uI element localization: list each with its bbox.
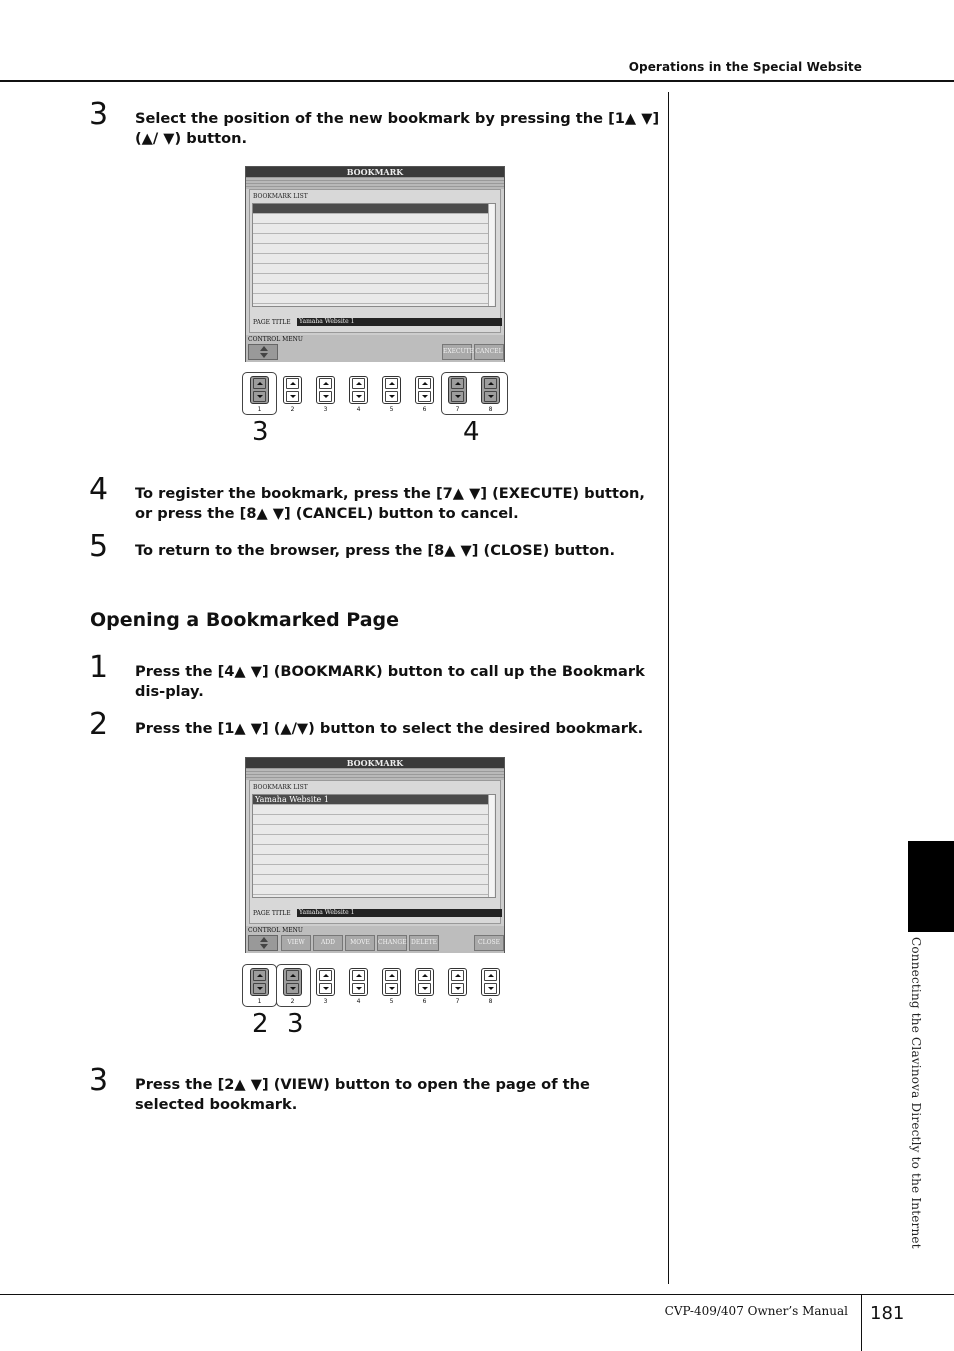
callout-number: 4 bbox=[463, 417, 480, 447]
arrow-up-icon[interactable] bbox=[319, 378, 332, 389]
button-number: 3 bbox=[323, 406, 328, 413]
arrow-down-icon[interactable] bbox=[352, 983, 365, 994]
page-title-label: PAGE TITLE bbox=[253, 910, 291, 917]
page-number: 181 bbox=[870, 1303, 905, 1324]
panel-button-4[interactable] bbox=[349, 968, 368, 996]
arrow-down-icon[interactable] bbox=[385, 391, 398, 402]
arrow-up-icon[interactable] bbox=[418, 378, 431, 389]
page-title-field: Yamaha Website 1 bbox=[297, 909, 502, 917]
panel-button-6[interactable] bbox=[415, 968, 434, 996]
panel-button-5[interactable] bbox=[382, 968, 401, 996]
button-number: 2 bbox=[290, 406, 295, 413]
arrow-down-icon[interactable] bbox=[451, 391, 464, 402]
panel-button-8[interactable] bbox=[481, 376, 500, 404]
button-number: 6 bbox=[422, 406, 427, 413]
step-text: Press the [2▲ ▼] (VIEW) button to open the page of the selected bookmark. bbox=[135, 1076, 590, 1113]
view-button[interactable]: VIEW bbox=[281, 935, 311, 951]
arrow-down-icon[interactable] bbox=[319, 391, 332, 402]
arrow-up-icon[interactable] bbox=[352, 378, 365, 389]
panel-button-8[interactable] bbox=[481, 968, 500, 996]
arrow-up-icon[interactable] bbox=[253, 970, 266, 981]
bookmark-list-label: BOOKMARK LIST bbox=[253, 193, 308, 200]
delete-button[interactable]: DELETE bbox=[409, 935, 439, 951]
bookmark-screen bbox=[245, 757, 505, 953]
panel-button-3[interactable] bbox=[316, 968, 335, 996]
manual-name: CVP-409/407 Owner’s Manual bbox=[664, 1304, 848, 1318]
screen-title: BOOKMARK bbox=[246, 758, 504, 768]
panel-button-4[interactable] bbox=[349, 376, 368, 404]
running-header: Operations in the Special Website bbox=[628, 60, 862, 74]
arrow-up-icon[interactable] bbox=[484, 970, 497, 981]
section-heading: Opening a Bookmarked Page bbox=[90, 609, 400, 631]
arrow-down-icon[interactable] bbox=[286, 983, 299, 994]
button-number: 5 bbox=[389, 406, 394, 413]
button-number: 8 bbox=[488, 998, 493, 1005]
panel-button-7[interactable] bbox=[448, 968, 467, 996]
arrow-up-icon[interactable] bbox=[253, 378, 266, 389]
page-title-label: PAGE TITLE bbox=[253, 319, 291, 326]
list-lines bbox=[253, 204, 490, 306]
button-number: 5 bbox=[389, 998, 394, 1005]
screen-band bbox=[246, 177, 504, 189]
button-number: 8 bbox=[488, 406, 493, 413]
button-number: 3 bbox=[323, 998, 328, 1005]
header-rule bbox=[0, 80, 954, 82]
bookmark-panel bbox=[249, 189, 501, 333]
move-button[interactable]: MOVE bbox=[345, 935, 375, 951]
step-text: Press the [1▲ ▼] (▲/▼) button to select the desired bookmark. bbox=[135, 720, 644, 737]
cancel-button[interactable]: CANCEL bbox=[474, 344, 504, 360]
button-number: 7 bbox=[455, 998, 460, 1005]
arrow-down-icon[interactable] bbox=[253, 391, 266, 402]
up-down-arrows-icon[interactable] bbox=[248, 935, 278, 951]
panel-button-3[interactable] bbox=[316, 376, 335, 404]
page-number-rule bbox=[861, 1294, 862, 1351]
control-menu-label: CONTROL MENU bbox=[248, 927, 303, 934]
arrow-down-icon[interactable] bbox=[451, 983, 464, 994]
button-number: 2 bbox=[290, 998, 295, 1005]
up-down-arrows-icon[interactable] bbox=[248, 344, 278, 360]
bookmark-list-label: BOOKMARK LIST bbox=[253, 784, 308, 791]
step-text: To return to the browser, press the [8▲ ▼] (CLOSE) button. bbox=[135, 542, 616, 559]
page-title-field: Yamaha Website 1 bbox=[297, 318, 502, 326]
arrow-down-icon[interactable] bbox=[319, 983, 332, 994]
chapter-label: Connecting the Clavinova Directly to the Internet bbox=[909, 937, 923, 1249]
arrow-up-icon[interactable] bbox=[352, 970, 365, 981]
button-number: 6 bbox=[422, 998, 427, 1005]
arrow-down-icon[interactable] bbox=[484, 391, 497, 402]
callout-number: 3 bbox=[287, 1009, 304, 1039]
step-text: To register the bookmark, press the [7▲ ▼] (EXECUTE) button, or press the [8▲ ▼] (CANCEL) button to cancel. bbox=[135, 485, 645, 522]
panel-button-5[interactable] bbox=[382, 376, 401, 404]
button-number: 4 bbox=[356, 406, 361, 413]
panel-button-7[interactable] bbox=[448, 376, 467, 404]
button-number: 1 bbox=[257, 998, 262, 1005]
arrow-up-icon[interactable] bbox=[484, 378, 497, 389]
change-button[interactable]: CHANGE bbox=[377, 935, 407, 951]
arrow-down-icon[interactable] bbox=[418, 391, 431, 402]
bookmark-panel bbox=[249, 780, 501, 924]
bookmark-list[interactable] bbox=[252, 794, 496, 898]
arrow-down-icon[interactable] bbox=[418, 983, 431, 994]
step-number: 3 bbox=[89, 97, 109, 132]
arrow-down-icon[interactable] bbox=[286, 391, 299, 402]
step-text: Press the [4▲ ▼] (BOOKMARK) button to call up the Bookmark dis-play. bbox=[135, 663, 645, 700]
panel-button-1[interactable] bbox=[250, 968, 269, 996]
arrow-down-icon[interactable] bbox=[385, 983, 398, 994]
control-menu bbox=[246, 335, 504, 362]
bookmark-screen bbox=[245, 166, 505, 362]
add-button[interactable]: ADD bbox=[313, 935, 343, 951]
list-scrollbar[interactable] bbox=[488, 204, 494, 306]
button-number: 4 bbox=[356, 998, 361, 1005]
arrow-up-icon[interactable] bbox=[418, 970, 431, 981]
list-scrollbar[interactable] bbox=[488, 795, 494, 897]
callout-number: 3 bbox=[252, 417, 269, 447]
control-menu bbox=[246, 926, 504, 953]
panel-button-6[interactable] bbox=[415, 376, 434, 404]
button-number: 1 bbox=[257, 406, 262, 413]
chapter-tab bbox=[908, 841, 954, 932]
arrow-down-icon[interactable] bbox=[352, 391, 365, 402]
arrow-up-icon[interactable] bbox=[385, 970, 398, 981]
column-rule bbox=[668, 92, 669, 1284]
list-lines bbox=[253, 795, 490, 897]
arrow-up-icon[interactable] bbox=[319, 970, 332, 981]
panel-button-1[interactable] bbox=[250, 376, 269, 404]
arrow-up-icon[interactable] bbox=[385, 378, 398, 389]
step-number: 2 bbox=[89, 707, 109, 742]
execute-button[interactable]: EXECUTE bbox=[442, 344, 472, 360]
panel-button-2[interactable] bbox=[283, 376, 302, 404]
callout-number: 2 bbox=[252, 1009, 269, 1039]
button-number: 7 bbox=[455, 406, 460, 413]
panel-button-2[interactable] bbox=[283, 968, 302, 996]
screen-title: BOOKMARK bbox=[246, 167, 504, 177]
step-number: 4 bbox=[89, 472, 109, 507]
arrow-up-icon[interactable] bbox=[286, 970, 299, 981]
step-number: 3 bbox=[89, 1063, 109, 1098]
arrow-down-icon[interactable] bbox=[253, 983, 266, 994]
step-number: 5 bbox=[89, 529, 109, 564]
footer-rule bbox=[0, 1294, 954, 1295]
selected-list-item[interactable] bbox=[253, 204, 490, 213]
screen-band bbox=[246, 768, 504, 780]
step-text: Select the position of the new bookmark by pressing the [1▲ ▼] (▲/ ▼) button. bbox=[135, 110, 660, 147]
bookmark-list[interactable] bbox=[252, 203, 496, 307]
arrow-down-icon[interactable] bbox=[484, 983, 497, 994]
arrow-up-icon[interactable] bbox=[286, 378, 299, 389]
arrow-up-icon[interactable] bbox=[451, 378, 464, 389]
control-menu-label: CONTROL MENU bbox=[248, 336, 303, 343]
close-button[interactable]: CLOSE bbox=[474, 935, 504, 951]
selected-list-item[interactable]: Yamaha Website 1 bbox=[253, 795, 490, 804]
step-number: 1 bbox=[89, 650, 109, 685]
arrow-up-icon[interactable] bbox=[451, 970, 464, 981]
